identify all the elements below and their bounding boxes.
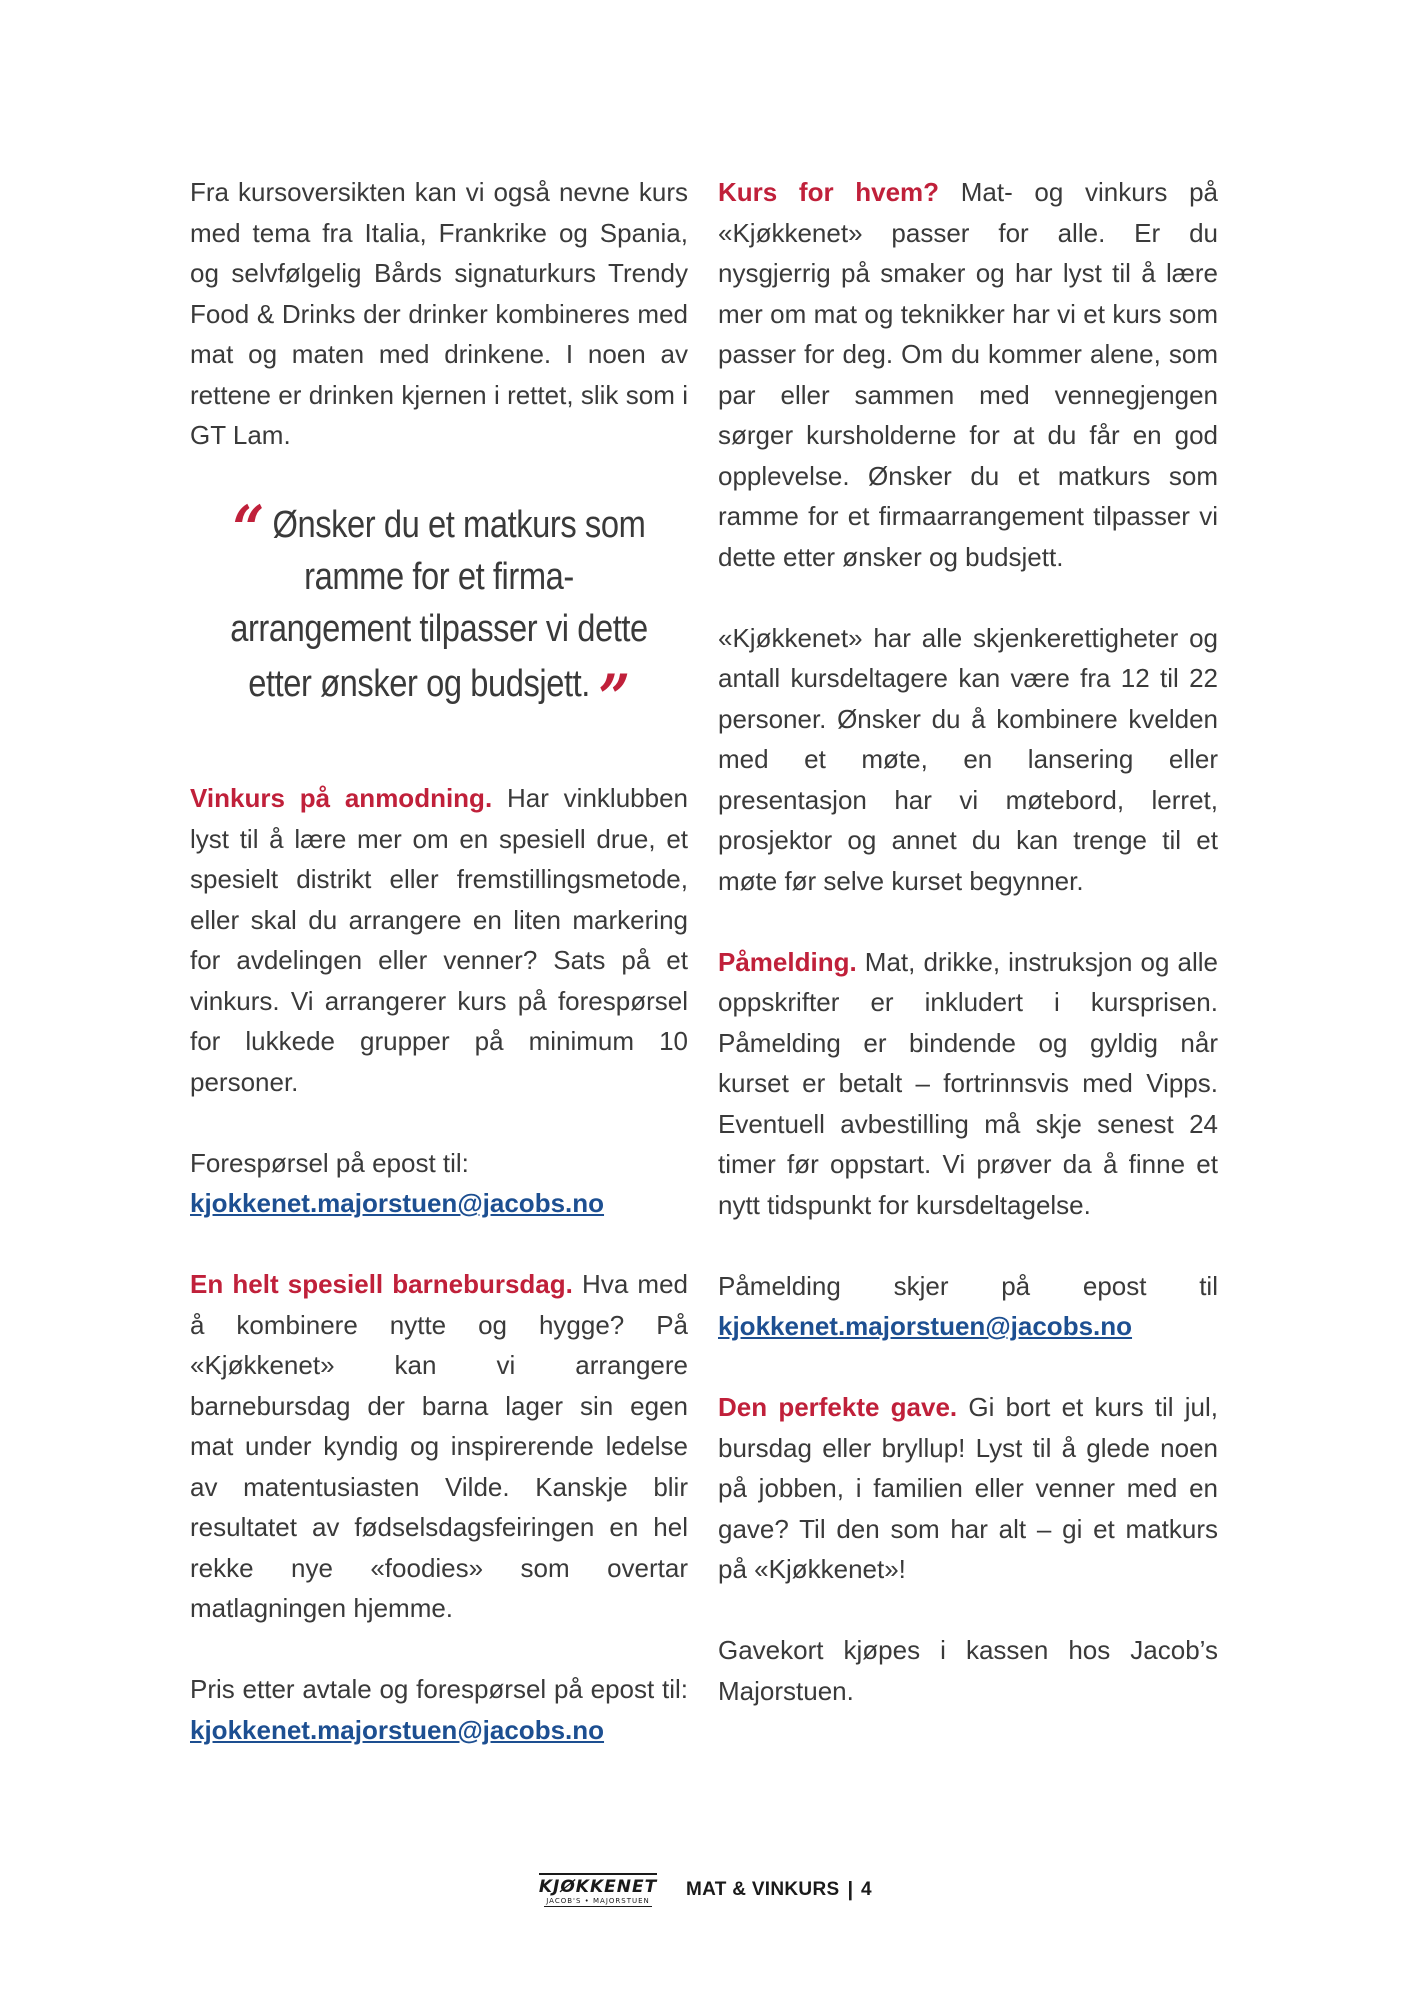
pull-quote xyxy=(225,492,653,736)
page-number: 4 xyxy=(861,1879,872,1900)
pamelding-epost-text: Påmelding skjer på epost til xyxy=(718,1270,1218,1301)
footer-section-label: MAT & VINKURS xyxy=(686,1879,840,1900)
gavekort-paragraph: Gavekort kjøpes i kassen hos Jacob’s Majorstuen. xyxy=(718,1635,1218,1706)
gave-heading: Den perfekte gave. xyxy=(718,1392,958,1422)
pamelding-body: Mat, drikke, instruksjon og alle oppskrifter er inkludert i kursprisen. Påmelding er bindende og gyldig når kurset er betalt – fortrinnsvis med Vipps. Eventuell avbestilling må skje senest 24 timer før oppstart. Vi prøver da å finne et nytt tidspunkt for kursdeltagelse. xyxy=(718,946,1218,1220)
barnebursdag-paragraph xyxy=(190,1264,688,1629)
foresporsel-paragraph xyxy=(190,1143,688,1224)
intro-paragraph: Fra kursoversikten kan vi også nevne kurs med tema fra Italia, Frankrike og Spania, og selvfølgelig Bårds signaturkurs Trendy Food & Drinks der drinker kombineres med mat og maten med drinkene. I noen av rettene er drinken kjernen i rettet, slik som i GT Lam. xyxy=(190,177,688,450)
foresporsel-text: Forespørsel på epost til: xyxy=(190,1147,469,1178)
vinkurs-heading: Vinkurs på anmodning. xyxy=(190,783,493,813)
foresporsel-email-link[interactable]: kjokkenet.majorstuen@jacobs.no xyxy=(190,1188,605,1218)
barnebursdag-body: Hva med å kombinere nytte og hygge? På «Kjøkkenet» kan vi arrangere barnebursdag der barna lager sin egen mat under kyndig og inspirerende ledelse av matentusiasten Vilde. Kanskje blir resultatet av fødselsdagsfeiringen en hel rekke nye «foodies» som overtar matlagningen hjemme. xyxy=(190,1269,689,1623)
pamelding-paragraph xyxy=(718,942,1218,1226)
right-column xyxy=(718,172,1218,1752)
pull-quote-text: Ønsker du et matkurs som ramme for et firma-arrangement tilpasser vi dette etter ønsker og budsjett. xyxy=(230,504,648,705)
gave-paragraph xyxy=(718,1387,1218,1590)
left-column xyxy=(190,172,688,1791)
pamelding-heading: Påmelding. xyxy=(718,946,857,977)
vinkurs-paragraph xyxy=(190,778,688,1102)
quote-close-icon: ” xyxy=(598,661,630,736)
pris-email-link[interactable]: kjokkenet.majorstuen@jacobs.no xyxy=(190,1714,605,1745)
pamelding-email-link[interactable]: kjokkenet.majorstuen@jacobs.no xyxy=(718,1311,1133,1341)
logo-subtitle: JACOB'S • MAJORSTUEN xyxy=(546,1897,650,1905)
kurs-for-hvem-body: Mat- og vinkurs på «Kjøkkenet» passer for alle. Er du nysgjerrig på smaker og har lyst til å lære mer om mat og teknikker har vi et kurs som passer for deg. Om du kommer alene, som par eller sammen med vennegjengen sørger kursholderne for at du får en god opplevelse. Ønsker du et matkurs som ramme for et firmaarrangement tilpasser vi dette etter ønsker og budsjett. xyxy=(718,177,1218,572)
pamelding-epost-paragraph xyxy=(718,1266,1218,1347)
kurs-for-hvem-heading: Kurs for hvem? xyxy=(718,177,940,207)
vinkurs-body: Har vinklubben lyst til å lære mer om en spesiell drue, et spesielt distrikt eller fremstillingsmetode, eller skal du arrangere en liten markering for avdelingen eller venner? Sats på et vinkurs. Vi arrangerer kurs på forespørsel for lukkede grupper på minimum 10 personer. xyxy=(190,783,688,1097)
page-footer xyxy=(540,1862,960,1918)
barnebursdag-heading: En helt spesiell barnebursdag. xyxy=(190,1269,573,1299)
gave-body: Gi bort et kurs til jul, bursdag eller bryllup! Lyst til å glede noen på jobben, i familien eller venner med en gave? Til den som har alt – gi et matkurs på «Kjøkkenet»! xyxy=(718,1392,1218,1584)
skjenke-paragraph: «Kjøkkenet» har alle skjenkerettigheter og antall kursdeltagere kan være fra 12 til 22 personer. Ønsker du å kombinere kvelden med et møte, en lansering eller presentasjon har vi møtebord, lerret, prosjektor og annet du kan trenge til et møte før selve kurset begynner. xyxy=(718,622,1218,896)
pris-paragraph xyxy=(190,1669,688,1750)
logo-wordmark: KJØKKENET xyxy=(539,1873,657,1897)
kurs-for-hvem-paragraph xyxy=(718,172,1218,577)
quote-open-icon: “ xyxy=(232,492,264,567)
footer-separator: | xyxy=(847,1878,854,1901)
pris-text: Pris etter avtale og forespørsel på epost til: xyxy=(190,1674,688,1704)
kjokkenet-logo xyxy=(540,1866,656,1914)
